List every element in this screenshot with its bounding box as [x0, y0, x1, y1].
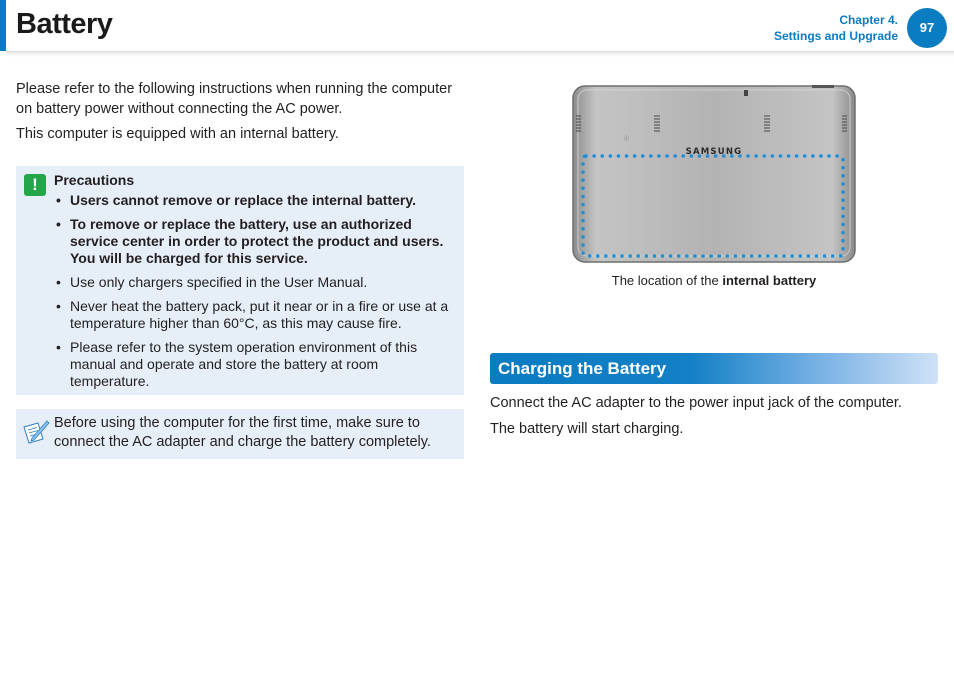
note-text: Before using the computer for the first time, make sure to connect the AC adapter and charge the battery completely. [54, 415, 431, 450]
chapter-title: Settings and Upgrade [773, 29, 898, 43]
header-accent-bar [0, 0, 6, 51]
precaution-item: • Use only chargers specified in the User Manual. [54, 274, 458, 291]
internal-battery-paragraph: This computer is equipped with an internal battery. [16, 126, 339, 142]
exclamation-icon: ! [24, 174, 46, 196]
section-header [490, 353, 938, 384]
pencil-note-icon [22, 418, 50, 444]
note-box [16, 409, 464, 459]
header-divider [6, 51, 954, 57]
intro-paragraph: Please refer to the following instructions when running the computer on battery power without connecting the AC power. [16, 81, 453, 117]
precautions-title: Precautions [54, 172, 135, 188]
page-number-badge: 97 [907, 8, 947, 48]
caption-emphasis: internal battery [722, 273, 817, 288]
precaution-item: • Users cannot remove or replace the internal battery. [54, 192, 458, 209]
figure-caption: The location of the internal battery [611, 273, 817, 288]
laptop-bottom-image [572, 85, 856, 263]
charging-paragraph: The battery will start charging. [490, 421, 684, 437]
chapter-number: Chapter 4. [839, 13, 898, 27]
precautions-box [16, 166, 464, 395]
precaution-item: • Never heat the battery pack, put it near or in a fire or use at a temperature higher than 60°C, as this may cause fire. [54, 298, 458, 332]
chapter-label [774, 12, 898, 44]
section-title: Charging the Battery [498, 359, 667, 378]
precaution-item: • Please refer to the system operation environment of this manual and operate and store the battery at room temperature. [54, 339, 458, 390]
charging-paragraph: Connect the AC adapter to the power input jack of the computer. [490, 395, 902, 411]
svg-text:ⓘ: ⓘ [624, 136, 630, 142]
page-title: Battery [16, 8, 113, 40]
precaution-item: • To remove or replace the battery, use an authorized service center in order to protect the product and users. You will be charged for this service. [54, 216, 458, 267]
precautions-list [54, 192, 458, 397]
samsung-logo: SAMSUNG [685, 147, 743, 157]
